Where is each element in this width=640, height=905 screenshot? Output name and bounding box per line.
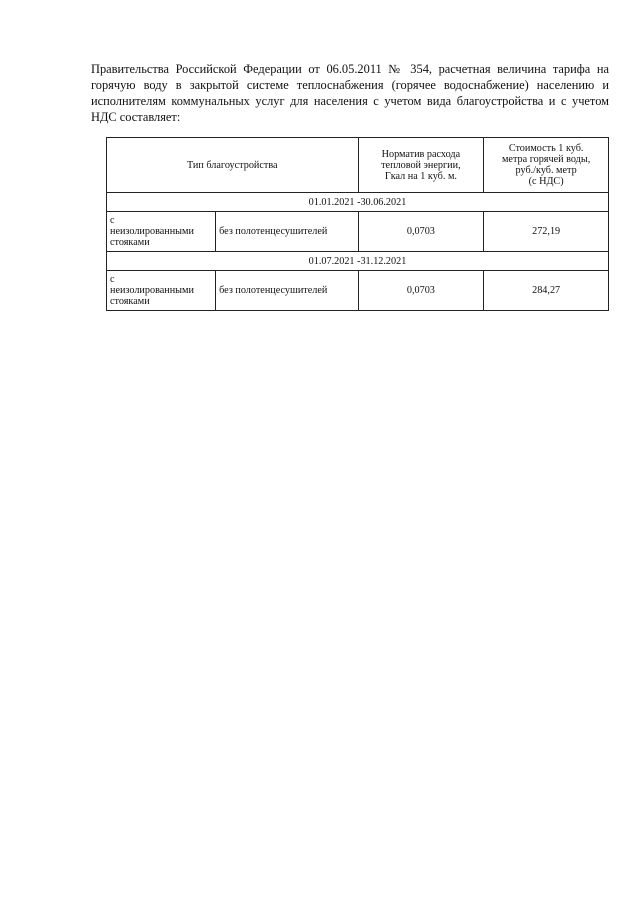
- header-cost-line: Стоимость 1 куб.: [508, 143, 584, 154]
- norm-value-cell: 0,0703: [358, 212, 484, 252]
- riser-line: стояками: [110, 296, 150, 307]
- header-cost-line: руб./куб. метр: [515, 165, 577, 176]
- tariff-table: [106, 137, 609, 311]
- header-cost-line: (с НДС): [528, 176, 564, 187]
- table-header-row: [107, 138, 609, 193]
- header-cost: [484, 138, 609, 193]
- header-consumption-norm: [358, 138, 484, 193]
- riser-line: неизолированными: [110, 285, 194, 296]
- period-row: [107, 193, 609, 212]
- table-row: [107, 271, 609, 311]
- norm-value-cell: 0,0703: [358, 271, 484, 311]
- header-norm-line: Норматив расхода: [381, 148, 461, 160]
- period-label: 01.01.2021 -30.06.2021: [107, 193, 609, 212]
- riser-line: с: [110, 274, 115, 285]
- towel-dryer-cell: без полотенцесушителей: [216, 271, 358, 311]
- riser-line: стояками: [110, 237, 150, 248]
- header-cost-line: метра горячей воды,: [501, 154, 591, 165]
- riser-type-cell: [107, 212, 216, 252]
- header-improvement-type: Тип благоустройства: [107, 138, 359, 193]
- riser-line: неизолированными: [110, 226, 194, 237]
- table-row: [107, 212, 609, 252]
- riser-line: с: [110, 215, 115, 226]
- header-norm-line: Гкал на 1 куб. м.: [384, 170, 457, 182]
- header-norm-line: тепловой энергии,: [381, 159, 461, 171]
- intro-paragraph: Правительства Российской Федерации от 06.05.2011 № 354, расчетная величина тарифа на горячую воду в закрытой системе теплоснабжения (горячее водоснабжение) населению и исполнителям коммунальных услуг для населения с учетом вида благоустройства и с учетом НДС составляет:: [91, 62, 609, 124]
- period-row: [107, 252, 609, 271]
- cost-value-cell: 284,27: [484, 271, 609, 311]
- towel-dryer-cell: без полотенцесушителей: [216, 212, 358, 252]
- cost-value-cell: 272,19: [484, 212, 609, 252]
- period-label: 01.07.2021 -31.12.2021: [107, 252, 609, 271]
- riser-type-cell: [107, 271, 216, 311]
